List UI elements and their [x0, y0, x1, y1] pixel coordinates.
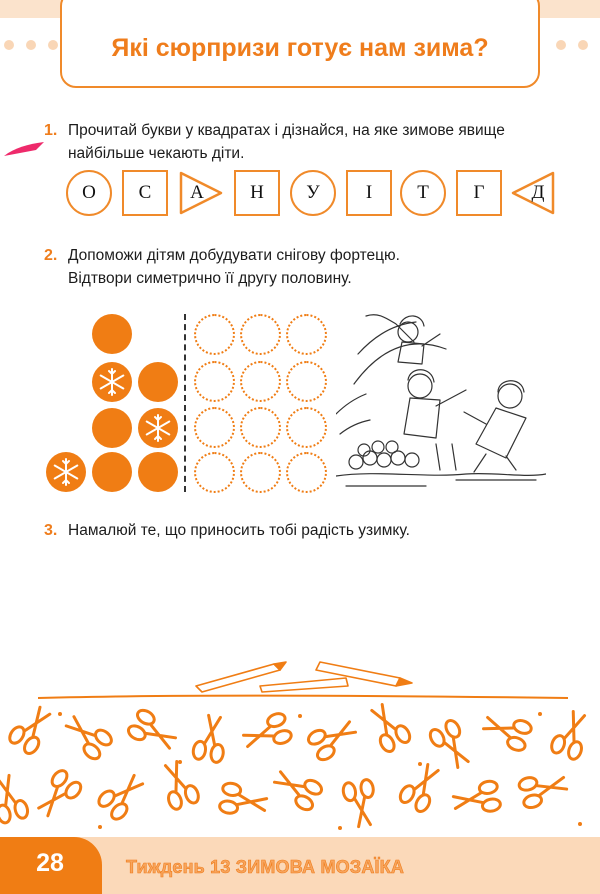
snowball-outline[interactable] [194, 361, 235, 402]
snowball-solid [138, 362, 178, 402]
task-3-number: 3. [44, 522, 58, 539]
pencils-icon [190, 656, 420, 696]
snowflake-icon [46, 452, 86, 492]
letter: Н [250, 182, 264, 203]
snowball-outline[interactable] [286, 452, 327, 493]
snowflake-icon [138, 408, 178, 448]
letter: О [82, 182, 96, 203]
letter: І [365, 182, 373, 203]
snowball-snowflake [92, 362, 132, 402]
snowball-solid [92, 314, 132, 354]
letter: Д [531, 182, 545, 203]
snowball-outline[interactable] [286, 361, 327, 402]
snowball-solid [92, 452, 132, 492]
task-3-line-1: Намалюй те, що приносить тобі радість узимку. [68, 522, 410, 539]
snowball-outline[interactable] [194, 452, 235, 493]
left-dots-decoration [4, 40, 58, 50]
scissors-pattern-icon [0, 702, 600, 837]
letter-shape-square [234, 170, 280, 216]
snowball-snowflake [46, 452, 86, 492]
footer-section-title: Тиждень 13 ЗИМОВА МОЗАЇКА [126, 857, 405, 877]
task-2-line-2: Відтвори симетрично її другу половину. [68, 270, 352, 287]
task-1-line-1: Прочитай букви у квадратах і дізнайся, на яке зимове явище [68, 122, 505, 139]
page-footer [0, 837, 600, 894]
page-number: 28 [36, 849, 64, 877]
right-dots-decoration [556, 40, 600, 50]
letter: А [190, 182, 204, 203]
page-title: Які сюрпризи готує нам зима? [111, 34, 489, 62]
letter-shape-square [456, 170, 502, 216]
letter: С [138, 182, 152, 203]
snowball-outline[interactable] [194, 314, 235, 355]
letter: У [306, 182, 320, 203]
snowball-outline[interactable] [286, 407, 327, 448]
snowball-outline[interactable] [240, 452, 281, 493]
snowball-outline[interactable] [240, 361, 281, 402]
task-1-number: 1. [44, 122, 58, 139]
task-2-text [68, 244, 400, 290]
scissors-pattern-band [0, 702, 600, 837]
snowflake-icon [92, 362, 132, 402]
task-1-line-2: найбільше чекають діти. [68, 145, 245, 162]
letter: Г [473, 182, 485, 203]
snowball-outline[interactable] [286, 314, 327, 355]
letter: Т [417, 182, 429, 203]
snowball-outline[interactable] [240, 314, 281, 355]
pointer-arrow-icon [2, 138, 46, 160]
task-2-number: 2. [44, 247, 58, 264]
task-2-line-1: Допоможи дітям добудувати снігову фортецю. [68, 247, 400, 264]
letter-shape-square [346, 170, 392, 216]
letter-shape-circle [290, 170, 336, 216]
letter-shape-triangle-right [178, 170, 224, 216]
task-3-text [68, 519, 410, 542]
letter-shape-square [122, 170, 168, 216]
snowball-outline[interactable] [194, 407, 235, 448]
children-snow-fort-illustration [336, 294, 546, 494]
symmetry-axis [184, 314, 186, 492]
letter-shape-circle [400, 170, 446, 216]
letter-shape-circle [66, 170, 112, 216]
letter-shape-triangle-left [510, 170, 556, 216]
task-1-text [68, 119, 505, 165]
snowball-solid [92, 408, 132, 448]
letter-shapes-row [66, 170, 556, 218]
snowball-outline[interactable] [240, 407, 281, 448]
snowball-snowflake [138, 408, 178, 448]
snowball-solid [138, 452, 178, 492]
